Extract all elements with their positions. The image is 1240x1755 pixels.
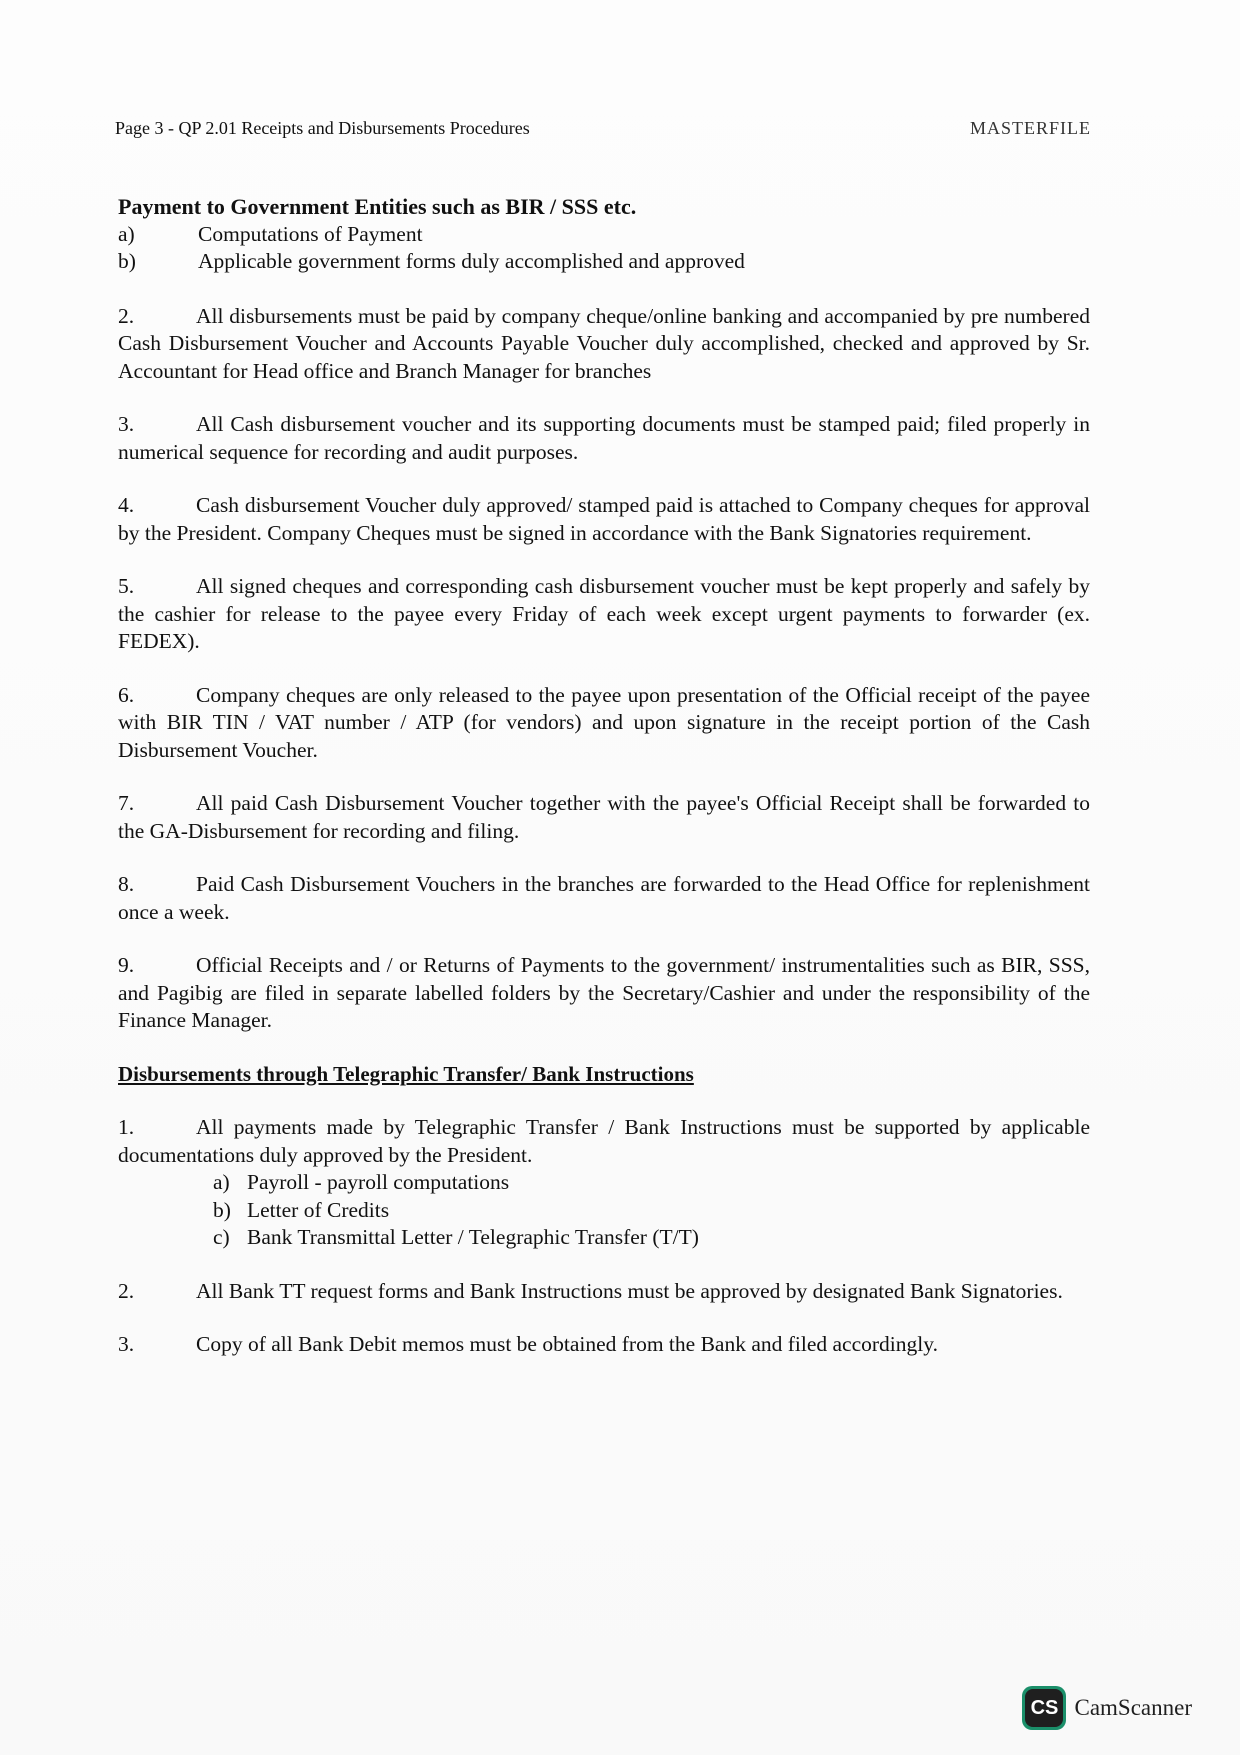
paragraph-text: Company cheques are only released to the payee upon presentation of the Official receipt of the payee with BIR TIN / VAT number / ATP (for vendors) and upon signature in the receipt portion of the Cash Disbursement Voucher. xyxy=(118,682,1090,762)
camscanner-logo-icon xyxy=(1022,1686,1066,1730)
list-item-label: c) xyxy=(213,1225,230,1249)
paragraph-text: All paid Cash Disbursement Voucher together with the payee's Official Receipt shall be forwarded to the GA-Disbursement for recording and filing. xyxy=(118,791,1090,843)
camscanner-label: CamScanner xyxy=(1074,1695,1192,1720)
paragraph-4 xyxy=(118,492,1090,547)
list-item xyxy=(118,248,1090,276)
paragraph-text: Paid Cash Disbursement Vouchers in the branches are forwarded to the Head Office for replenishment once a week. xyxy=(118,872,1090,924)
paragraph-number: 4. xyxy=(118,493,135,517)
paragraph-number: 3. xyxy=(118,1332,135,1356)
camscanner-watermark xyxy=(1022,1686,1192,1730)
list-item-label: a) xyxy=(118,221,135,246)
paragraph-number: 2. xyxy=(118,303,135,328)
paragraph-number: 9. xyxy=(118,953,135,977)
list-item xyxy=(213,1224,1090,1252)
list-item xyxy=(213,1197,1090,1225)
paragraph-text: All disbursements must be paid by company cheque/online banking and accompanied by pre numbered Cash Disbursement Voucher and Accounts Payable Voucher duly accomplished, checked and approved by Sr. Accountant for Head office and Branch Manager for branches xyxy=(118,303,1090,383)
paragraph-5 xyxy=(118,573,1090,656)
list-item-text: Payroll - payroll computations xyxy=(247,1170,510,1194)
list-item-label: b) xyxy=(118,249,136,273)
paragraph-text: All payments made by Telegraphic Transfer / Bank Instructions must be supported by applicable documentations duly approved by the President. xyxy=(118,1115,1090,1167)
section-title-telegraphic-transfer: Disbursements through Telegraphic Transfer/ Bank Instructions xyxy=(118,1061,694,1086)
tt-paragraph-2 xyxy=(118,1278,1090,1306)
paragraph-text: All Cash disbursement voucher and its supporting documents must be stamped paid; filed properly in numerical sequence for recording and audit purposes. xyxy=(118,412,1090,464)
paragraph-3 xyxy=(118,411,1090,466)
list-item xyxy=(118,221,1090,249)
tt-paragraph-1 xyxy=(118,1114,1090,1169)
paragraph-number: 8. xyxy=(118,872,135,896)
paragraph-number: 2. xyxy=(118,1278,135,1303)
paragraph-number: 3. xyxy=(118,412,135,436)
tt-paragraph-3 xyxy=(118,1331,1090,1359)
paragraph-number: 1. xyxy=(118,1115,135,1139)
paragraph-8 xyxy=(118,871,1090,926)
paragraph-number: 7. xyxy=(118,791,135,815)
list-item-text: Letter of Credits xyxy=(247,1197,390,1222)
paragraph-7 xyxy=(118,790,1090,845)
list-item-text: Computations of Payment xyxy=(198,221,423,246)
paragraph-text: Cash disbursement Voucher duly approved/ stamped paid is attached to Company cheques for approval by the President. Company Cheques must be signed in accordance with the Bank Signatories requirement. xyxy=(118,493,1090,545)
section-title-government-payments: Payment to Government Entities such as BIR / SSS etc. xyxy=(118,194,637,219)
document-body xyxy=(118,193,1090,1359)
list-item-text: Bank Transmittal Letter / Telegraphic Transfer (T/T) xyxy=(247,1225,699,1249)
paragraph-text: All Bank TT request forms and Bank Instructions must be approved by designated Bank Signatories. xyxy=(196,1278,1063,1303)
paragraph-6 xyxy=(118,682,1090,765)
paragraph-number: 6. xyxy=(118,682,135,707)
paragraph-2 xyxy=(118,303,1090,386)
paragraph-9 xyxy=(118,952,1090,1035)
tt-sublist xyxy=(213,1169,1090,1252)
paragraph-number: 5. xyxy=(118,574,135,598)
paragraph-text: All signed cheques and corresponding cash disbursement voucher must be kept properly and safely by the cashier for release to the payee every Friday of each week except urgent payments to forwarder (ex. FEDEX). xyxy=(118,574,1090,653)
camscanner-logo-text: CS xyxy=(1025,1689,1063,1727)
paragraph-text: Official Receipts and / or Returns of Payments to the government/ instrumentalities such as BIR, SSS, and Pagibig are filed in separate labelled folders by the Secretary/Cashier and under the responsibility of the Finance Manager. xyxy=(118,953,1090,1032)
header-title: Page 3 - QP 2.01 Receipts and Disbursements Procedures xyxy=(115,118,530,138)
paragraph-text: Copy of all Bank Debit memos must be obtained from the Bank and filed accordingly. xyxy=(196,1332,938,1356)
list-item xyxy=(213,1169,1090,1197)
list-item-label: b) xyxy=(213,1197,231,1222)
header-masterfile-label: MASTERFILE xyxy=(969,118,1091,138)
list-item-text: Applicable government forms duly accomplished and approved xyxy=(198,249,745,273)
list-item-label: a) xyxy=(213,1170,230,1194)
